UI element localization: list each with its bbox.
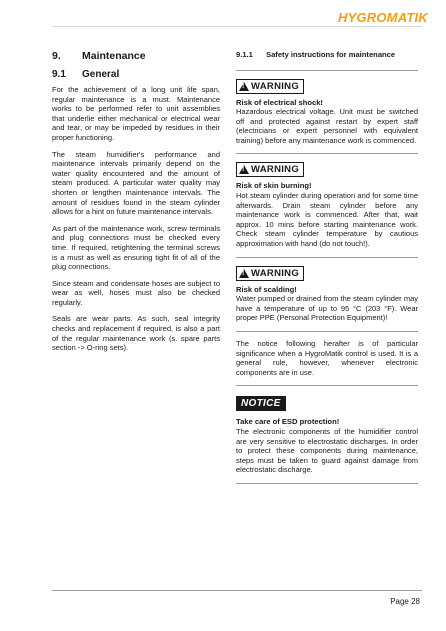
separator-rule xyxy=(236,153,418,154)
header-rule xyxy=(52,26,422,27)
paragraph: As part of the maintenance work, screw terminals and plug connections must be checked every time. If required, retightening the terminal screws is a must as well as ensuring tight fit of all of the plug connections. xyxy=(52,223,220,272)
warning-text: Water pumped or drained from the steam cylinder may have a temperature of up to 95 °C (203 °F). Wear proper PPE (Personal Protection Equipment)! xyxy=(236,294,418,323)
page-number: Page 28 xyxy=(390,597,420,606)
subsection-number: 9.1.1 xyxy=(236,50,253,59)
notice-tag: NOTICE xyxy=(236,396,286,411)
warning-block xyxy=(236,161,418,248)
chapter-title: Maintenance xyxy=(82,50,146,62)
left-column xyxy=(52,50,220,360)
warning-triangle-icon: ! xyxy=(239,165,249,174)
right-column xyxy=(236,50,418,491)
paragraph: For the achievement of a long unit life span, regular maintenance is a must. Maintenance works to be performed refer to unit assemblies that underlie either mechanical or electrical wear and tear, or may be impeded by residues in their proper functioning. xyxy=(52,85,220,142)
separator-rule xyxy=(236,70,418,71)
warning-text: Hot steam cylinder during operation and for some time afterwards. Drain steam cylinder before any maintenance work is commenced. After that, wait approx. 10 mins before starting maintenance work. Check steam cylinder temperature by cautious approximation with hand (do not touch!). xyxy=(236,191,418,249)
separator-rule xyxy=(236,483,418,484)
warning-label: WARNING xyxy=(251,80,300,92)
section-heading xyxy=(52,69,220,80)
paragraph: The steam humidifier's performance and maintenance intervals primarily depend on the water quality encountered and the amount of steam produced. A particular water quality may shorten or lengthen maintenance intervals. The amount of residues found in the steam cylinder allows for a hint on future maintenance intervals. xyxy=(52,149,220,217)
warning-block xyxy=(236,265,418,323)
section-title: General xyxy=(82,69,120,80)
warning-title: Risk of scalding! xyxy=(236,284,297,294)
logo-part-hygro: HYGRO xyxy=(338,10,387,25)
separator-rule xyxy=(236,331,418,332)
warning-tag xyxy=(236,162,304,177)
warning-block xyxy=(236,78,418,146)
warning-title: Risk of skin burning! xyxy=(236,181,312,191)
chapter-number: 9. xyxy=(52,50,61,62)
logo-part-matik: MATIK xyxy=(386,10,428,25)
chapter-heading xyxy=(52,50,220,62)
subsection-title: Safety instructions for maintenance xyxy=(266,50,396,59)
warning-label: WARNING xyxy=(251,164,300,176)
subsection-heading xyxy=(236,50,418,60)
warning-title: Risk of electrical shock! xyxy=(236,97,323,107)
warning-tag xyxy=(236,266,304,281)
warning-tag xyxy=(236,79,304,94)
notice-block xyxy=(236,393,418,475)
paragraph: Seals are wear parts. As such, seal integrity checks and replacement if required, is also a part of the regular maintenance work (s. spare parts section -> O-ring sets). xyxy=(52,314,220,353)
warning-triangle-icon: ! xyxy=(239,269,249,278)
notice-intro: The notice following herafter is of particular significance when a HygroMatik control is used. It is a general rule, however, whenever electronic components are in use. xyxy=(236,339,418,377)
footer-rule xyxy=(52,590,422,591)
separator-rule xyxy=(236,385,418,386)
warning-label: WARNING xyxy=(251,267,300,279)
notice-title: Take care of ESD protection! xyxy=(236,417,340,427)
section-number: 9.1 xyxy=(52,69,66,80)
paragraph: Since steam and condensate hoses are subject to wear as well, hoses must also be checked regularly. xyxy=(52,278,220,307)
warning-triangle-icon: ! xyxy=(239,82,249,91)
separator-rule xyxy=(236,257,418,258)
hygromatik-logo xyxy=(338,10,428,25)
notice-text: The electronic components of the humidifier control are very sensitive to electrostatic discharges. In order to protect these components during maintenance, steps must be taken to guard against damage from electrostatic discharge. xyxy=(236,426,418,475)
warning-text: Hazardous electrical voltage. Unit must be switched off and protected against restart by expert staff (electricians or expert personnel with equivalent training) before any maintenance work is commenced. xyxy=(236,107,418,145)
